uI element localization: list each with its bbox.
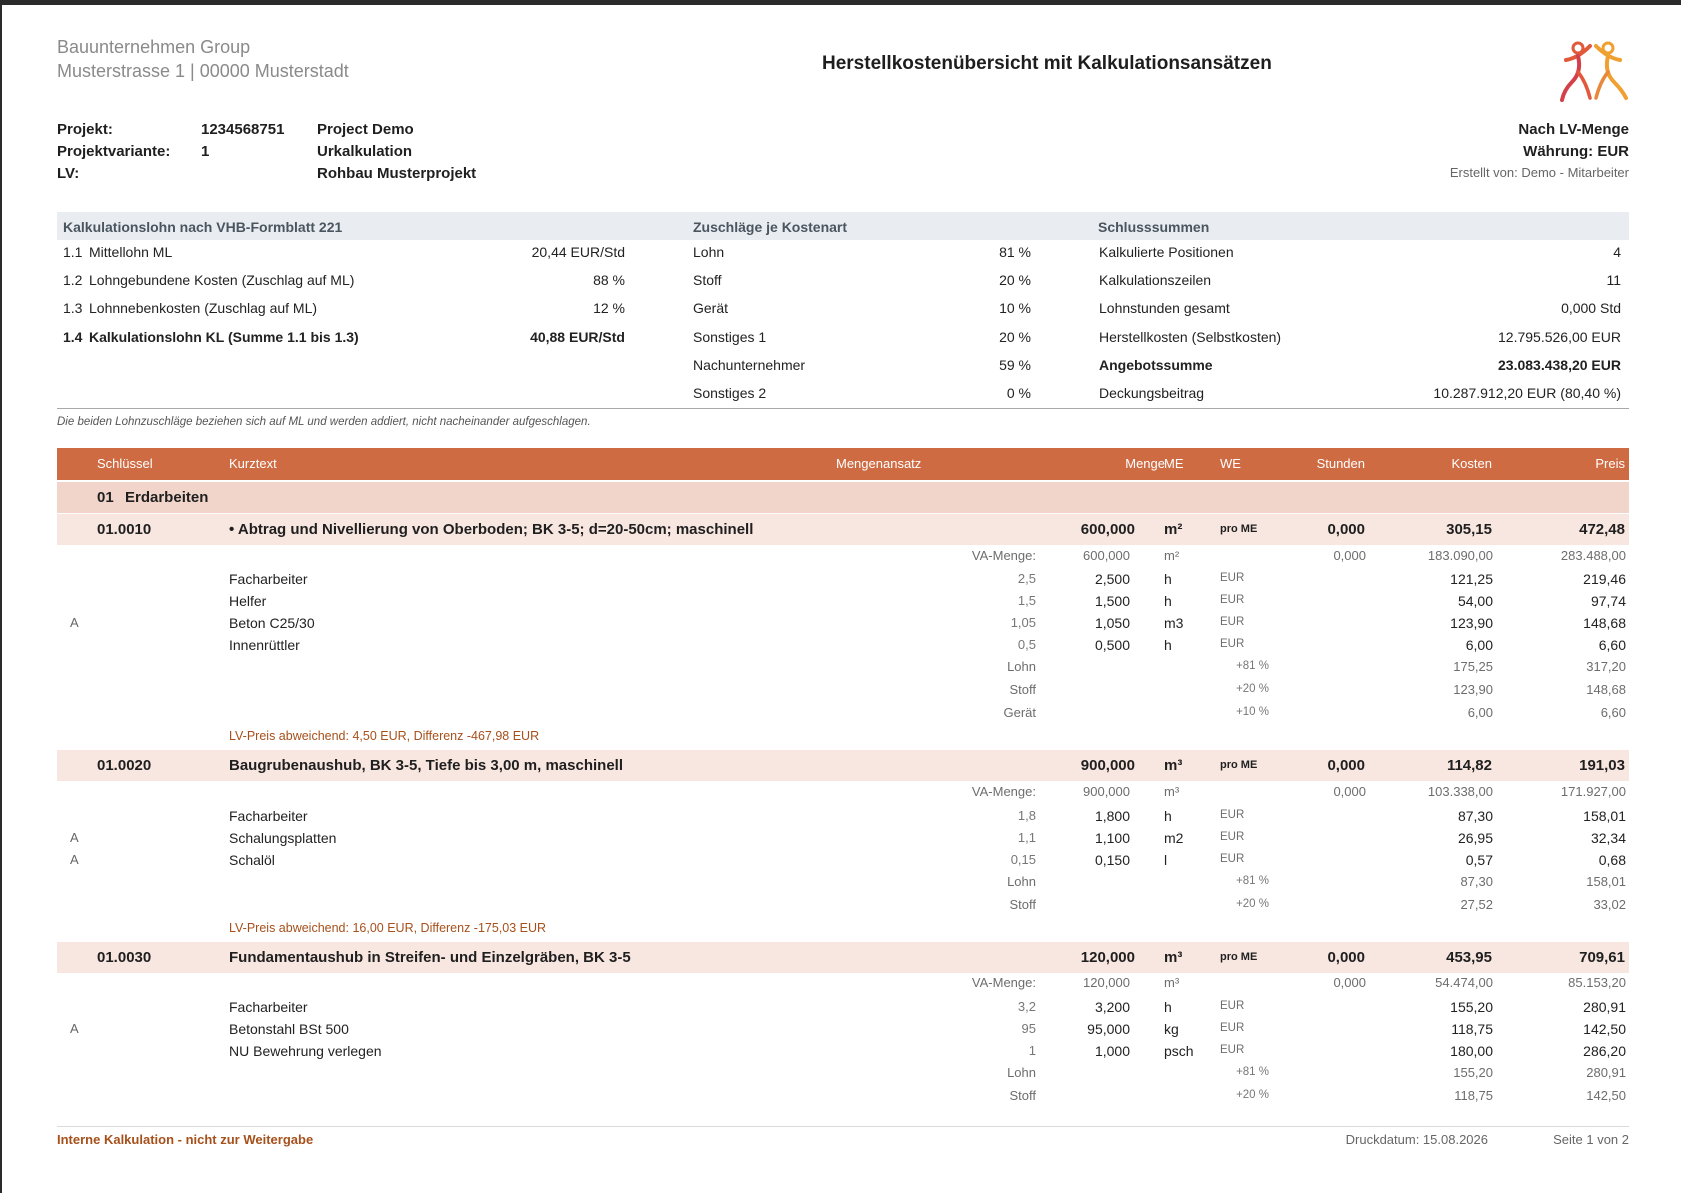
- line-menge: 2,500: [1094, 571, 1130, 587]
- group-label: Erdarbeiten: [125, 489, 209, 506]
- va-label: VA-Menge:: [971, 784, 1036, 799]
- line-we: EUR: [1220, 1022, 1245, 1034]
- lohn-row-label: Lohngebundene Kosten (Zuschlag auf ML): [89, 272, 355, 288]
- line-menge: 3,200: [1094, 999, 1130, 1015]
- line-we: EUR: [1220, 1044, 1245, 1056]
- line-text: Schalungsplatten: [229, 830, 337, 846]
- line-we: EUR: [1220, 616, 1245, 628]
- lohn-row-label: Lohnnebenkosten (Zuschlag auf ML): [89, 300, 318, 316]
- line-we: EUR: [1220, 853, 1245, 865]
- aggregate-pct: +20 %: [1236, 898, 1269, 910]
- line-preis: 0,68: [1598, 852, 1626, 868]
- company-address: Musterstrasse 1 | 00000 Musterstadt: [57, 61, 349, 81]
- col-header-menge: Menge: [1125, 456, 1165, 471]
- schluss-row-label: Herstellkosten (Selbstkosten): [1099, 329, 1282, 345]
- position-kosten: 453,95: [1446, 949, 1492, 966]
- line-text: Schalöl: [229, 852, 275, 868]
- aggregate-kosten: 118,75: [1454, 1088, 1493, 1103]
- line-we: EUR: [1220, 831, 1245, 843]
- va-menge: 120,000: [1083, 975, 1130, 990]
- schluss-row-label: Kalkulierte Positionen: [1099, 244, 1234, 260]
- lohn-row-value: 88 %: [593, 272, 625, 288]
- line-flag: A: [70, 1021, 79, 1036]
- lohn-row-value: 12 %: [593, 300, 625, 316]
- line-me: h: [1164, 808, 1172, 824]
- aggregate-pct: +81 %: [1236, 875, 1269, 887]
- line-me: l: [1164, 852, 1168, 868]
- position-kosten: 305,15: [1446, 521, 1492, 538]
- line-we: EUR: [1220, 1000, 1245, 1012]
- line-preis: 142,50: [1583, 1021, 1626, 1037]
- schluss-row-value: 10.287.912,20 EUR (80,40 %): [1433, 385, 1621, 401]
- zuschlag-row-label: Nachunternehmer: [693, 357, 806, 373]
- schluss-row-value: 0,000 Std: [1561, 300, 1621, 316]
- position-we: pro ME: [1220, 759, 1258, 771]
- va-stunden: 0,000: [1333, 784, 1366, 799]
- va-kosten: 54.474,00: [1435, 975, 1493, 990]
- line-ansatz: 1,8: [1017, 808, 1036, 823]
- window-top-border: [0, 0, 1681, 5]
- position-preis: 709,61: [1579, 949, 1625, 966]
- lohn-row-nr: 1.4: [63, 329, 83, 345]
- table-header: [57, 448, 1629, 480]
- lv-name: Rohbau Musterprojekt: [317, 165, 477, 182]
- line-me: m3: [1164, 615, 1184, 631]
- aggregate-pct: +20 %: [1236, 683, 1269, 695]
- price-deviation-warning: LV-Preis abweichend: 4,50 EUR, Differenz -467,98 EUR: [229, 729, 540, 743]
- zuschlag-row-value: 0 %: [1006, 385, 1031, 401]
- line-preis: 286,20: [1583, 1043, 1626, 1059]
- va-me: m²: [1164, 548, 1180, 563]
- col-header-key: Schlüssel: [97, 456, 153, 471]
- price-deviation-warning: LV-Preis abweichend: 16,00 EUR, Differenz -175,03 EUR: [229, 921, 547, 935]
- schluss-row-label: Kalkulationszeilen: [1099, 272, 1212, 288]
- aggregate-preis: 142,50: [1586, 1088, 1626, 1103]
- zuschlag-row-value: 10 %: [999, 300, 1031, 316]
- aggregate-pct: +20 %: [1236, 1089, 1269, 1101]
- footer-divider: [57, 1126, 1629, 1127]
- aggregate-label: Stoff: [1009, 1088, 1036, 1103]
- line-preis: 219,46: [1583, 571, 1626, 587]
- summary-header-bar: [57, 212, 1629, 240]
- line-we: EUR: [1220, 809, 1245, 821]
- aggregate-preis: 280,91: [1586, 1065, 1626, 1080]
- col-header-me: ME: [1164, 456, 1184, 471]
- aggregate-preis: 33,02: [1593, 897, 1626, 912]
- position-we: pro ME: [1220, 523, 1258, 535]
- line-flag: A: [70, 830, 79, 845]
- va-me: m³: [1164, 975, 1180, 990]
- position-row[interactable]: [57, 942, 1629, 973]
- summary-divider: [57, 408, 1629, 409]
- company-name: Bauunternehmen Group: [57, 37, 251, 57]
- line-menge: 1,000: [1094, 1043, 1130, 1059]
- line-menge: 1,050: [1094, 615, 1130, 631]
- line-kosten: 121,25: [1450, 571, 1493, 587]
- aggregate-kosten: 175,25: [1453, 659, 1493, 674]
- lohn-row-value: 40,88 EUR/Std: [530, 329, 625, 345]
- position-we: pro ME: [1220, 951, 1258, 963]
- line-text: Facharbeiter: [229, 808, 308, 824]
- line-preis: 97,74: [1590, 593, 1626, 609]
- line-preis: 32,34: [1590, 830, 1626, 846]
- project-number: 1234568751: [201, 121, 285, 138]
- line-ansatz: 2,5: [1017, 571, 1036, 586]
- line-menge: 95,000: [1087, 1021, 1130, 1037]
- aggregate-label: Gerät: [1003, 705, 1036, 720]
- footer-page-number: Seite 1 von 2: [1553, 1132, 1629, 1147]
- created-by: Erstellt von: Demo - Mitarbeiter: [1449, 165, 1629, 180]
- aggregate-pct: +81 %: [1236, 1066, 1269, 1078]
- line-text: Helfer: [229, 593, 267, 609]
- aggregate-pct: +10 %: [1236, 706, 1269, 718]
- line-ansatz: 0,5: [1017, 637, 1036, 652]
- lv-label: LV:: [57, 165, 80, 182]
- line-text: Innenrüttler: [229, 637, 300, 653]
- lohn-row-nr: 1.1: [63, 244, 83, 260]
- people-logo-icon: [1556, 38, 1630, 106]
- position-menge: 600,000: [1080, 521, 1135, 538]
- zuschlag-row-value: 20 %: [999, 272, 1031, 288]
- position-me: m²: [1164, 521, 1183, 538]
- zuschlag-row-value: 20 %: [999, 329, 1031, 345]
- position-me: m³: [1164, 949, 1183, 966]
- va-label: VA-Menge:: [971, 975, 1036, 990]
- line-we: EUR: [1220, 572, 1245, 584]
- line-kosten: 180,00: [1450, 1043, 1493, 1059]
- project-label: Projekt:: [57, 121, 113, 138]
- line-flag: A: [70, 615, 79, 630]
- aggregate-kosten: 123,90: [1453, 682, 1493, 697]
- line-kosten: 6,00: [1465, 637, 1493, 653]
- schluss-row-value: 4: [1613, 244, 1621, 260]
- va-menge: 900,000: [1083, 784, 1130, 799]
- va-preis: 85.153,20: [1568, 975, 1626, 990]
- line-kosten: 155,20: [1450, 999, 1493, 1015]
- line-text: Facharbeiter: [229, 999, 308, 1015]
- line-text: Facharbeiter: [229, 571, 308, 587]
- va-preis: 283.488,00: [1560, 548, 1626, 563]
- line-me: h: [1164, 593, 1172, 609]
- line-preis: 148,68: [1583, 615, 1626, 631]
- line-we: EUR: [1220, 594, 1245, 606]
- aggregate-kosten: 155,20: [1453, 1065, 1493, 1080]
- zuschlag-row-value: 81 %: [999, 244, 1031, 260]
- va-stunden: 0,000: [1333, 548, 1366, 563]
- col-header-text: Kurztext: [229, 456, 277, 471]
- zuschlag-row-label: Sonstiges 2: [693, 385, 767, 401]
- line-kosten: 87,30: [1457, 808, 1493, 824]
- lohn-row-nr: 1.3: [63, 300, 83, 316]
- va-kosten: 183.090,00: [1427, 548, 1493, 563]
- position-menge: 120,000: [1080, 949, 1135, 966]
- lohn-row-label: Kalkulationslohn KL (Summe 1.1 bis 1.3): [89, 329, 359, 345]
- line-preis: 6,60: [1598, 637, 1626, 653]
- line-me: psch: [1164, 1043, 1194, 1059]
- line-ansatz: 0,15: [1010, 852, 1036, 867]
- document-title: Herstellkostenübersicht mit Kalkulationsansätzen: [822, 53, 1272, 74]
- line-me: h: [1164, 999, 1172, 1015]
- aggregate-preis: 6,60: [1600, 705, 1626, 720]
- position-stunden: 0,000: [1327, 757, 1365, 774]
- line-kosten: 0,57: [1465, 852, 1493, 868]
- schluss-row-label: Deckungsbeitrag: [1099, 385, 1205, 401]
- position-key: 01.0030: [97, 949, 152, 966]
- col-header-preis: Preis: [1595, 456, 1625, 471]
- line-me: kg: [1164, 1021, 1179, 1037]
- col-header-we: WE: [1220, 456, 1241, 471]
- aggregate-preis: 317,20: [1586, 659, 1626, 674]
- va-me: m³: [1164, 784, 1180, 799]
- va-menge: 600,000: [1083, 548, 1130, 563]
- line-ansatz: 95: [1021, 1021, 1036, 1036]
- col-header-kosten: Kosten: [1451, 456, 1492, 471]
- aggregate-kosten: 87,30: [1460, 874, 1493, 889]
- group-row[interactable]: [57, 482, 1629, 513]
- currency: Währung: EUR: [1523, 143, 1629, 160]
- position-row[interactable]: [57, 750, 1629, 781]
- line-text: Betonstahl BSt 500: [229, 1021, 349, 1037]
- position-text: • Abtrag und Nivellierung von Oberboden; BK 3-5; d=20-50cm; maschinell: [229, 521, 754, 538]
- line-menge: 1,100: [1094, 830, 1130, 846]
- schluss-section-title: Schlusssummen: [1098, 219, 1210, 235]
- position-stunden: 0,000: [1327, 521, 1365, 538]
- position-kosten: 114,82: [1446, 757, 1492, 774]
- va-kosten: 103.338,00: [1427, 784, 1493, 799]
- zuschlag-section-title: Zuschläge je Kostenart: [693, 219, 848, 235]
- line-kosten: 118,75: [1451, 1021, 1493, 1037]
- line-preis: 280,91: [1583, 999, 1626, 1015]
- lohn-row-value: 20,44 EUR/Std: [531, 244, 625, 260]
- variant-name: Urkalkulation: [317, 143, 413, 160]
- schluss-row-value: 11: [1606, 272, 1621, 288]
- va-preis: 171.927,00: [1560, 784, 1626, 799]
- variant-number: 1: [201, 143, 210, 160]
- zuschlag-row-label: Gerät: [693, 300, 729, 316]
- line-kosten: 26,95: [1457, 830, 1493, 846]
- line-ansatz: 1,1: [1017, 830, 1036, 845]
- zuschlag-row-label: Lohn: [693, 244, 725, 260]
- variant-label: Projektvariante:: [57, 143, 171, 160]
- aggregate-label: Stoff: [1009, 682, 1036, 697]
- aggregate-label: Lohn: [1007, 659, 1036, 674]
- line-preis: 158,01: [1583, 808, 1626, 824]
- col-header-stunden: Stunden: [1316, 456, 1365, 471]
- line-kosten: 54,00: [1457, 593, 1493, 609]
- line-menge: 1,500: [1094, 593, 1130, 609]
- schluss-row-value: 23.083.438,20 EUR: [1498, 357, 1621, 373]
- zuschlag-row-value: 59 %: [999, 357, 1031, 373]
- position-preis: 472,48: [1579, 521, 1625, 538]
- position-row[interactable]: [57, 514, 1629, 545]
- schluss-row-label: Lohnstunden gesamt: [1099, 300, 1230, 316]
- aggregate-kosten: 6,00: [1467, 705, 1493, 720]
- position-text: Fundamentaushub in Streifen- und Einzelgräben, BK 3-5: [229, 949, 631, 966]
- position-key: 01.0020: [97, 757, 152, 774]
- aggregate-label: Lohn: [1007, 874, 1036, 889]
- position-me: m³: [1164, 757, 1183, 774]
- va-stunden: 0,000: [1333, 975, 1366, 990]
- line-text: Beton C25/30: [229, 615, 315, 631]
- lohn-section-title: Kalkulationslohn nach VHB-Formblatt 221: [63, 219, 343, 235]
- window-left-border: [0, 0, 2, 1193]
- va-label: VA-Menge:: [971, 548, 1036, 563]
- group-number: 01: [97, 489, 114, 506]
- lohn-row-nr: 1.2: [63, 272, 83, 288]
- line-ansatz: 1,05: [1010, 615, 1036, 630]
- line-ansatz: 1,5: [1017, 593, 1036, 608]
- position-text: Baugrubenaushub, BK 3-5, Tiefe bis 3,00 m, maschinell: [229, 757, 623, 774]
- line-menge: 1,800: [1094, 808, 1130, 824]
- aggregate-label: Stoff: [1009, 897, 1036, 912]
- aggregate-kosten: 27,52: [1460, 897, 1493, 912]
- line-text: NU Bewehrung verlegen: [229, 1043, 382, 1059]
- line-ansatz: 3,2: [1017, 999, 1036, 1014]
- footer-confidential: Interne Kalkulation - nicht zur Weitergabe: [57, 1132, 314, 1147]
- line-me: h: [1164, 571, 1172, 587]
- line-we: EUR: [1220, 638, 1245, 650]
- schluss-row-label: Angebotssumme: [1099, 357, 1213, 373]
- footer-print-date: Druckdatum: 15.08.2026: [1345, 1132, 1488, 1147]
- col-header-ansatz: Mengenansatz: [836, 456, 922, 471]
- line-menge: 0,150: [1094, 852, 1130, 868]
- line-ansatz: 1: [1028, 1043, 1036, 1058]
- aggregate-preis: 148,68: [1586, 682, 1626, 697]
- line-menge: 0,500: [1094, 637, 1130, 653]
- position-stunden: 0,000: [1327, 949, 1365, 966]
- line-kosten: 123,90: [1450, 615, 1493, 631]
- quantity-basis: Nach LV-Menge: [1518, 121, 1629, 138]
- zuschlag-row-label: Stoff: [693, 272, 722, 288]
- summary-note: Die beiden Lohnzuschläge beziehen sich auf ML und werden addiert, nicht nacheinander aufgeschlagen.: [57, 416, 591, 428]
- position-key: 01.0010: [97, 521, 152, 538]
- schluss-row-value: 12.795.526,00 EUR: [1498, 329, 1621, 345]
- zuschlag-row-label: Sonstiges 1: [693, 329, 767, 345]
- aggregate-preis: 158,01: [1586, 874, 1626, 889]
- line-flag: A: [70, 852, 79, 867]
- position-menge: 900,000: [1080, 757, 1135, 774]
- line-me: m2: [1164, 830, 1184, 846]
- lohn-row-label: Mittellohn ML: [89, 244, 173, 260]
- line-me: h: [1164, 637, 1172, 653]
- position-preis: 191,03: [1579, 757, 1625, 774]
- project-name: Project Demo: [317, 121, 414, 138]
- aggregate-pct: +81 %: [1236, 660, 1269, 672]
- aggregate-label: Lohn: [1007, 1065, 1036, 1080]
